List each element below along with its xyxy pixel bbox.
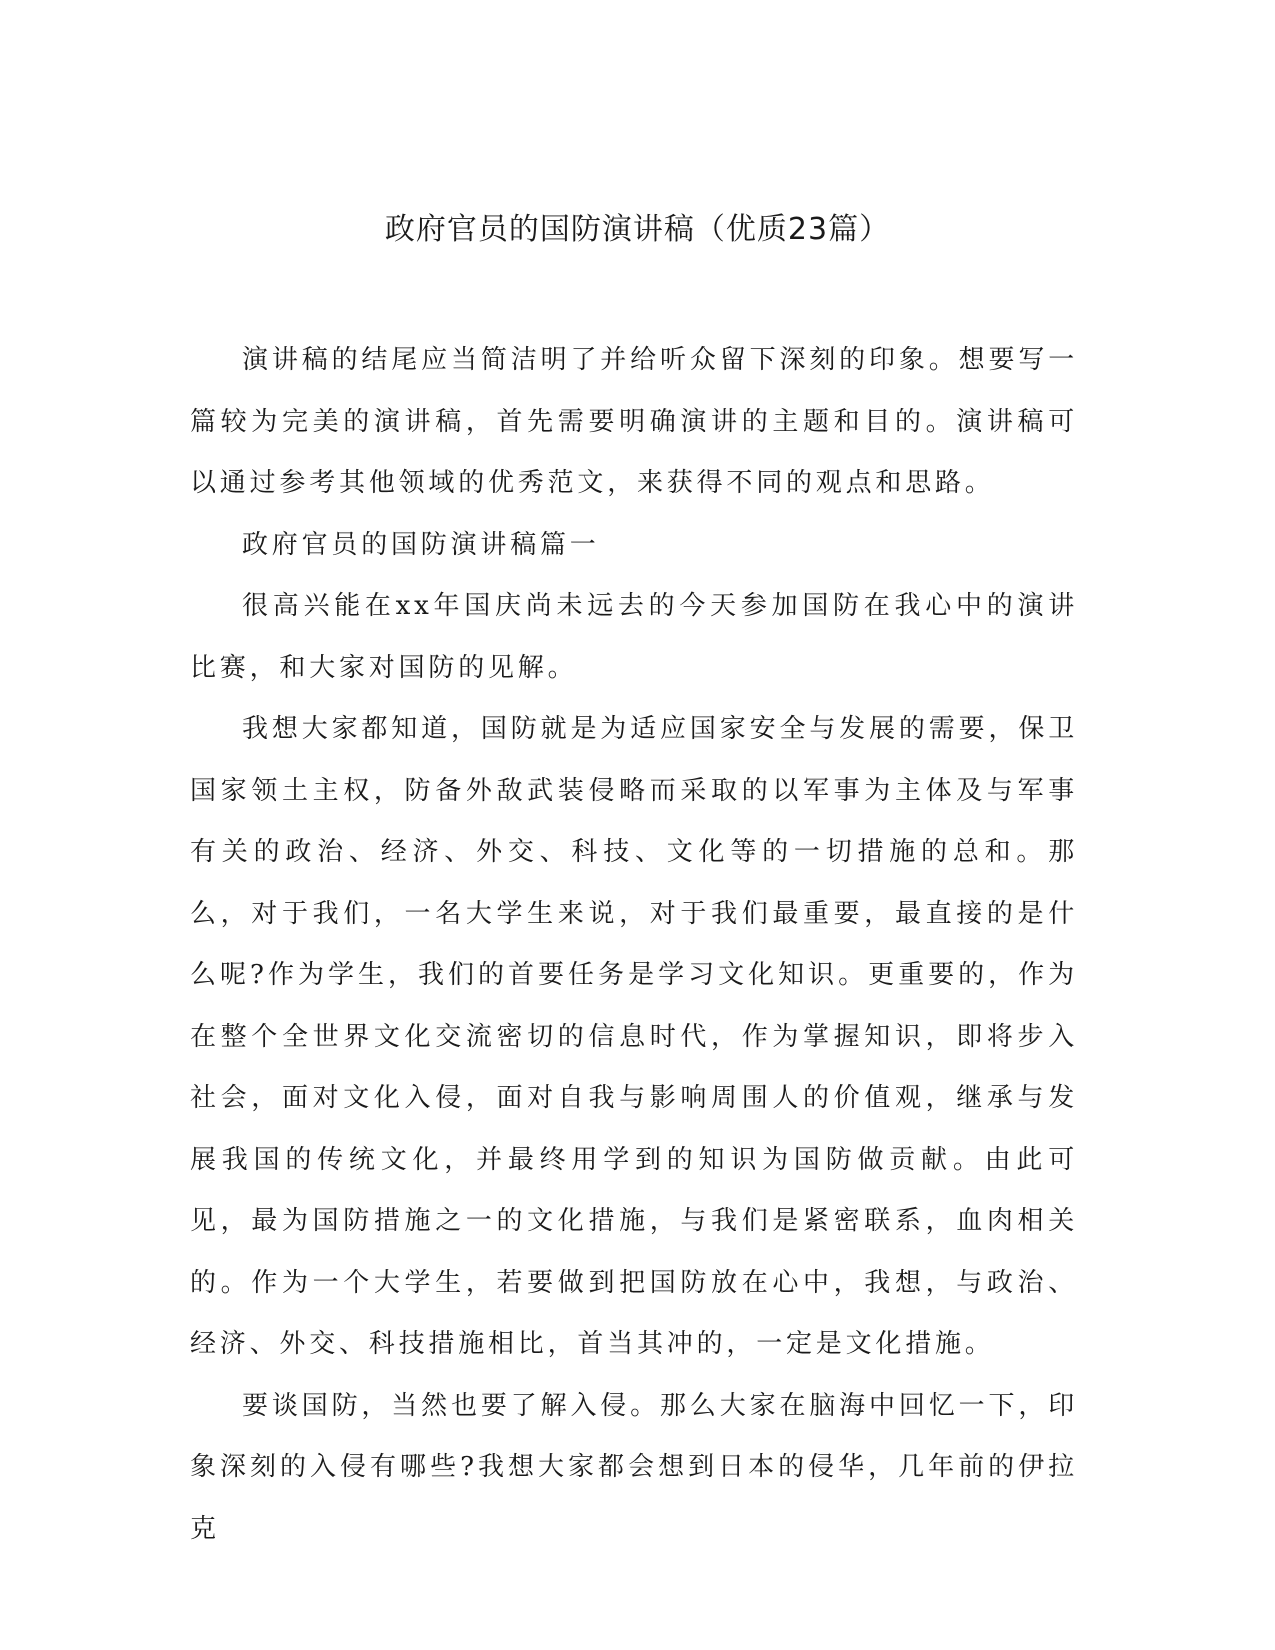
document-title: 政府官员的国防演讲稿（优质23篇） [384, 212, 891, 247]
intro-paragraph: 演讲稿的结尾应当简洁明了并给听众留下深刻的印象。想要写一篇较为完美的演讲稿，首先需要明确演讲的主题和目的。演讲稿可以通过参考其他领域的优秀范文，来获得不同的观点和思路。 [190, 345, 1078, 498]
section-heading: 政府官员的国防演讲稿篇一 [242, 529, 600, 560]
body-paragraph: 我想大家都知道，国防就是为适应国家安全与发展的需要，保卫国家领土主权，防备外敌武装侵略而采取的以军事为主体及与军事有关的政治、经济、外交、科技、文化等的一切措施的总和。那么，对于我们，一名大学生来说，对于我们最重要，最直接的是什么呢?作为学生，我们的首要任务是学习文化知识。更重要的，作为在整个全世界文化交流密切的信息时代，作为掌握知识，即将步入社会，面对文化入侵，面对自我与影响周围人的价值观，继承与发展我国的传统文化，并最终用学到的知识为国防做贡献。由此可见，最为国防措施之一的文化措施，与我们是紧密联系，血肉相关的。作为一个大学生，若要做到把国防放在心中，我想，与政治、经济、外交、科技措施相比，首当其冲的，一定是文化措施。 [190, 714, 1078, 1359]
body-paragraph: 很高兴能在xx年国庆尚未远去的今天参加国防在我心中的演讲比赛，和大家对国防的见解。 [190, 591, 1078, 683]
body-paragraph: 要谈国防，当然也要了解入侵。那么大家在脑海中回忆一下，印象深刻的入侵有哪些?我想大家都会想到日本的侵华，几年前的伊拉克 [190, 1390, 1078, 1544]
document-body [190, 330, 1078, 1560]
